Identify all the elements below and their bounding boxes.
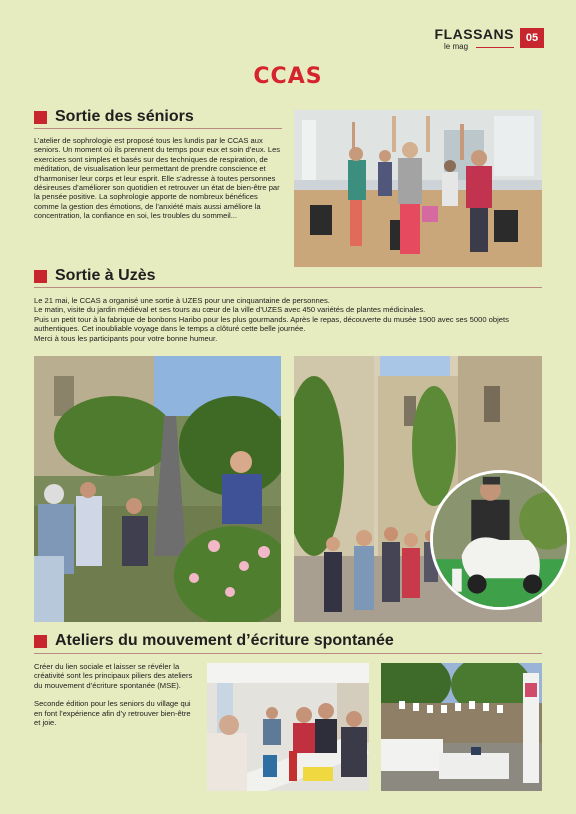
section-title: Sortie à Uzès (55, 267, 156, 284)
section-heading-uzes (34, 267, 155, 285)
heading-marker (34, 635, 47, 648)
brand-name: FLASSANS (434, 26, 514, 42)
uzes-text (34, 296, 539, 343)
garden-group-photo (34, 356, 281, 622)
brand-rule (476, 47, 514, 48)
section-heading-seniors (34, 108, 194, 126)
page-number: 05 (520, 28, 544, 48)
uzes-line: Puis un petit tour à la fabrique de bonbons Haribo pour les plus gourmands. Après le repas, découverte du musée 1900 avec ses 5000 objets authentiques. Cet inoubliable voyage dans le temps a clôturé cette belle journée. (34, 314, 509, 334)
outdoor-display-photo (381, 663, 542, 791)
writing-workshop-photo (207, 663, 369, 791)
section-heading-writing (34, 632, 394, 650)
writing-paragraph: Seconde édition pour les seniors du village qui en font l’expérience afin d’y retrouver bien-être et joie. (34, 699, 191, 728)
section-rule (34, 128, 282, 129)
seniors-text: L’atelier de sophrologie est proposé tous les lundis par le CCAS aux seniors. Un moment où ils prennent du temps pour eux et soin d’eux. Les exercices sont simples et basés sur des techniques de respiration, de méditation, de visualisation leur permettant de prendre conscience et d’harmoniser leur corps et leur esprit. Elle s’adresse à toutes personnes désireuses d’améliorer son quotidien et retrouver un état de bien-être par la pensée positive. La sophrologie apporte de nombreux bénéfices comme la gestion des émotions, de l’anxiété mais aussi améliore la concentration, la confiance en soi, les troubles du sommeil... (34, 136, 281, 221)
heading-marker (34, 111, 47, 124)
writing-text (34, 662, 198, 727)
sophrology-photo (294, 110, 542, 267)
uzes-line: Le matin, visite du jardin médiéval et ses tours au cœur de la ville d’UZES avec 450 variétés de plantes médicinales. (34, 305, 426, 315)
uzes-line: Merci à tous les participants pour votre bonne humeur. (34, 333, 218, 343)
section-title: Sortie des séniors (55, 108, 194, 125)
section-title: Ateliers du mouvement d’écriture spontanée (55, 632, 394, 649)
uzes-line: Le 21 mai, le CCAS a organisé une sortie à UZES pour une cinquantaine de personnes. (34, 296, 330, 305)
section-rule (34, 653, 542, 654)
brand-subtitle: le mag (444, 42, 469, 51)
vespa-photo (430, 470, 570, 610)
writing-paragraph: Créer du lien sociale et laisser se révéler la créativité sont les principaux piliers des ateliers du mouvement d’écriture spontanée (MSE). (34, 662, 193, 690)
heading-marker (34, 270, 47, 283)
section-rule (34, 287, 542, 288)
page-title: CCAS (253, 64, 323, 89)
masthead (404, 26, 544, 56)
